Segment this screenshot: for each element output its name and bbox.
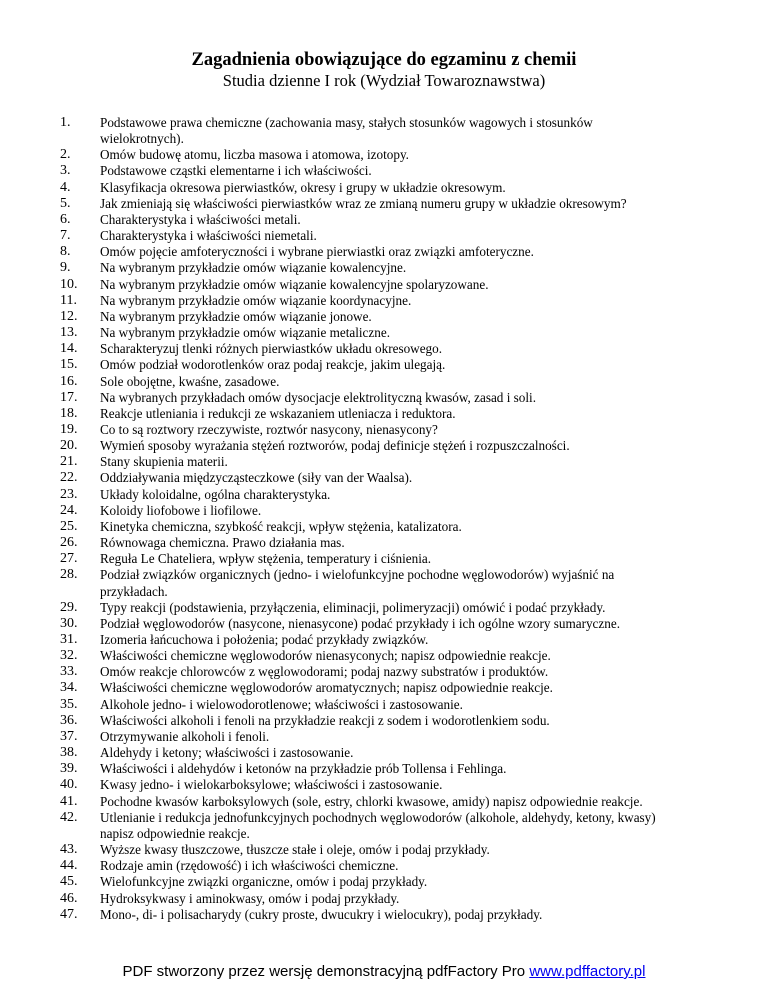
document-title: Zagadnienia obowiązujące do egzaminu z chemii	[191, 50, 577, 70]
topic-number: 29.	[60, 599, 78, 615]
topic-text: Na wybranym przykładzie omów wiązanie kowalencyjne.	[100, 260, 407, 276]
topic-text: Omów budowę atomu, liczba masowa i atomowa, izotopy.	[100, 147, 409, 163]
topic-number: 22.	[60, 470, 78, 486]
topic-list	[0, 115, 768, 923]
topic-text: Izomeria łańcuchowa i położenia; podać przykłady związków.	[100, 632, 429, 647]
topic-text: Charakterystyka i właściwości metali.	[100, 211, 301, 227]
topic-item	[0, 761, 670, 777]
topic-number: 10.	[60, 276, 78, 292]
topic-item	[0, 390, 670, 406]
topic-text: Podstawowe prawa chemiczne (zachowania masy, stałych stosunków wagowych i stosunków wielokrotnych).	[100, 115, 593, 147]
topic-number: 17.	[60, 389, 78, 405]
topic-number: 19.	[60, 421, 78, 437]
topic-text: Charakterystyka i właściwości niemetali.	[100, 228, 317, 244]
topic-text: Koloidy liofobowe i liofilowe.	[100, 502, 262, 518]
topic-number: 11.	[60, 292, 77, 308]
topic-item	[0, 115, 670, 147]
topic-text: Właściwości alkoholi i fenoli na przykładzie reakcji z sodem i wodorotlenkiem sodu.	[100, 712, 550, 728]
topic-text: Rodzaje amin (rzędowość) i ich właściwości chemiczne.	[100, 858, 399, 874]
topic-text: Właściwości i aldehydów i ketonów na przykładzie prób Tollensa i Fehlinga.	[100, 761, 507, 777]
topic-item	[0, 616, 670, 632]
topic-text: Oddziaływania międzycząsteczkowe (siły van der Waalsa).	[100, 470, 413, 486]
topic-text: Właściwości chemiczne węglowodorów aromatycznych; napisz odpowiednie reakcje.	[100, 680, 553, 696]
topic-number: 37.	[60, 728, 78, 744]
topic-item	[0, 163, 670, 179]
topic-text: Omów podział wodorotlenków oraz podaj reakcje, jakim ulegają.	[100, 357, 446, 373]
topic-text: Podział węglowodorów (nasycone, nienasycone) podać przykłady i ich ogólne wzory sumaryczne.	[100, 615, 621, 631]
topic-number: 31.	[60, 632, 78, 647]
topic-text: Wielofunkcyjne związki organiczne, omów i podaj przykłady.	[100, 874, 428, 890]
topic-text: Mono-, di- i polisacharydy (cukry proste, dwucukry i wielocukry), podaj przykłady.	[100, 906, 543, 922]
topic-number: 39.	[60, 761, 78, 777]
topic-item	[0, 891, 670, 907]
topic-text: Otrzymywanie alkoholi i fenoli.	[100, 728, 270, 744]
topic-number: 2.	[60, 147, 71, 163]
topic-text: Reguła Le Chateliera, wpływ stężenia, temperatury i ciśnienia.	[100, 551, 432, 567]
topic-item	[0, 470, 670, 486]
topic-item	[0, 648, 670, 664]
topic-text: Podstawowe cząstki elementarne i ich właściwości.	[100, 163, 372, 179]
topic-text: Na wybranych przykładach omów dysocjacje elektrolityczną kwasów, zasad i soli.	[100, 389, 537, 405]
topic-text: Kinetyka chemiczna, szybkość reakcji, wpływ stężenia, katalizatora.	[100, 518, 462, 534]
topic-item	[0, 196, 670, 212]
topic-item	[0, 729, 670, 745]
topic-text: Jak zmieniają się właściwości pierwiastków wraz ze zmianą numeru grupy w układzie okresowym?	[100, 195, 627, 211]
topic-text: Na wybranym przykładzie omów wiązanie jonowe.	[100, 308, 372, 324]
topic-text: Układy koloidalne, ogólna charakterystyka.	[100, 486, 331, 502]
topic-number: 20.	[60, 438, 78, 454]
topic-item	[0, 325, 670, 341]
topic-number: 5.	[60, 195, 71, 211]
topic-item	[0, 664, 670, 680]
topic-number: 12.	[60, 308, 78, 324]
topic-number: 15.	[60, 357, 78, 373]
topic-text: Pochodne kwasów karboksylowych (sole, estry, chlorki kwasowe, amidy) napisz odpowiednie reakcje.	[100, 793, 643, 809]
topic-text: Na wybranym przykładzie omów wiązanie metaliczne.	[100, 325, 391, 341]
topic-item	[0, 406, 670, 422]
topic-number: 38.	[60, 745, 78, 761]
topic-item	[0, 147, 670, 163]
topic-number: 44.	[60, 858, 78, 874]
topic-item	[0, 567, 670, 599]
topic-number: 9.	[60, 260, 71, 276]
topic-text: Równowaga chemiczna. Prawo działania mas.	[100, 535, 345, 551]
topic-item	[0, 180, 670, 196]
topic-item	[0, 438, 670, 454]
topic-text: Sole obojętne, kwaśne, zasadowe.	[100, 373, 280, 389]
topic-text: Na wybranym przykładzie omów wiązanie kowalencyjne spolaryzowane.	[100, 276, 489, 292]
pdf-footer	[0, 963, 768, 981]
topic-item	[0, 874, 670, 890]
footer-text: PDF stworzony przez wersję demonstracyjną pdfFactory Pro	[122, 963, 530, 980]
topic-number: 23.	[60, 486, 78, 502]
topic-number: 32.	[60, 648, 78, 664]
topic-text: Kwasy jedno- i wielokarboksylowe; właściwości i zastosowanie.	[100, 777, 443, 793]
topic-item	[0, 357, 670, 373]
topic-number: 7.	[60, 228, 71, 244]
topic-item	[0, 487, 670, 503]
topic-item	[0, 309, 670, 325]
topic-item	[0, 680, 670, 696]
topic-item	[0, 228, 670, 244]
topic-number: 43.	[60, 842, 78, 858]
topic-item	[0, 810, 670, 842]
document-subtitle: Studia dzienne I rok (Wydział Towaroznawstwa)	[222, 71, 546, 90]
topic-item	[0, 422, 670, 438]
topic-number: 18.	[60, 405, 78, 421]
topic-number: 47.	[60, 906, 78, 922]
topic-text: Co to są roztwory rzeczywiste, roztwór nasycony, nienasycony?	[100, 421, 438, 437]
topic-number: 27.	[60, 551, 78, 567]
topic-text: Podział związków organicznych (jedno- i wielofunkcyjne pochodne węglowodorów) wyjaśnić na przykładach.	[100, 567, 615, 599]
topic-item	[0, 632, 670, 648]
topic-text: Klasyfikacja okresowa pierwiastków, okresy i grupy w układzie okresowym.	[100, 179, 506, 195]
topic-item	[0, 503, 670, 519]
topic-number: 30.	[60, 615, 78, 631]
topic-item	[0, 374, 670, 390]
footer-link[interactable]: www.pdffactory.pl	[529, 963, 646, 980]
topic-item	[0, 600, 670, 616]
topic-text: Aldehydy i ketony; właściwości i zastosowanie.	[100, 745, 354, 761]
topic-item	[0, 341, 670, 357]
topic-text: Scharakteryzuj tlenki różnych pierwiastków układu okresowego.	[100, 341, 443, 357]
topic-number: 42.	[60, 809, 78, 825]
topic-text: Na wybranym przykładzie omów wiązanie koordynacyjne.	[100, 292, 412, 308]
topic-text: Alkohole jedno- i wielowodorotlenowe; właściwości i zastosowanie.	[100, 696, 463, 712]
topic-number: 46.	[60, 890, 78, 906]
topic-number: 14.	[60, 341, 78, 357]
topic-number: 4.	[60, 179, 71, 195]
topic-number: 41.	[60, 793, 78, 809]
topic-item	[0, 260, 670, 276]
topic-text: Hydroksykwasy i aminokwasy, omów i podaj przykłady.	[100, 890, 400, 906]
topic-item	[0, 697, 670, 713]
topic-text: Utlenianie i redukcja jednofunkcyjnych pochodnych węglowodorów (alkohole, aldehydy, ketony, kwasy) napisz odpowiednie reakcje.	[100, 809, 656, 841]
topic-item	[0, 551, 670, 567]
topic-item	[0, 277, 670, 293]
topic-text: Właściwości chemiczne węglowodorów nienasyconych; napisz odpowiednie reakcje.	[100, 648, 551, 664]
topic-number: 45.	[60, 874, 78, 890]
topic-item	[0, 794, 670, 810]
topic-number: 36.	[60, 712, 78, 728]
topic-number: 40.	[60, 777, 78, 793]
topic-item	[0, 858, 670, 874]
topic-item	[0, 212, 670, 228]
topic-text: Stany skupienia materii.	[100, 454, 228, 470]
topic-item	[0, 535, 670, 551]
topic-number: 6.	[60, 211, 71, 227]
topic-number: 16.	[60, 373, 78, 389]
topic-item	[0, 842, 670, 858]
topic-item	[0, 713, 670, 729]
topic-text: Typy reakcji (podstawienia, przyłączenia, eliminacji, polimeryzacji) omówić i podać przykłady.	[100, 599, 606, 615]
topic-item	[0, 907, 670, 923]
topic-number: 3.	[60, 163, 71, 179]
topic-item	[0, 244, 670, 260]
topic-item	[0, 745, 670, 761]
topic-number: 13.	[60, 325, 78, 341]
topic-number: 24.	[60, 502, 78, 518]
topic-number: 25.	[60, 518, 78, 534]
topic-item	[0, 777, 670, 793]
topic-number: 26.	[60, 535, 78, 551]
topic-text: Omów reakcje chlorowców z węglowodorami; podaj nazwy substratów i produktów.	[100, 664, 549, 680]
topic-number: 34.	[60, 680, 78, 696]
topic-item	[0, 519, 670, 535]
topic-item	[0, 293, 670, 309]
topic-number: 8.	[60, 244, 71, 260]
topic-text: Reakcje utleniania i redukcji ze wskazaniem utleniacza i reduktora.	[100, 405, 456, 421]
topic-number: 28.	[60, 567, 78, 583]
topic-number: 21.	[60, 454, 78, 470]
topic-number: 1.	[60, 115, 71, 130]
topic-number: 35.	[60, 696, 78, 712]
topic-text: Wyższe kwasy tłuszczowe, tłuszcze stałe i oleje, omów i podaj przykłady.	[100, 842, 490, 858]
topic-item	[0, 454, 670, 470]
topic-text: Omów pojęcie amfoteryczności i wybrane pierwiastki oraz związki amfoteryczne.	[100, 244, 534, 260]
topic-number: 33.	[60, 664, 78, 680]
topic-text: Wymień sposoby wyrażania stężeń roztworów, podaj definicje stężeń i rozpuszczalności.	[100, 438, 570, 454]
